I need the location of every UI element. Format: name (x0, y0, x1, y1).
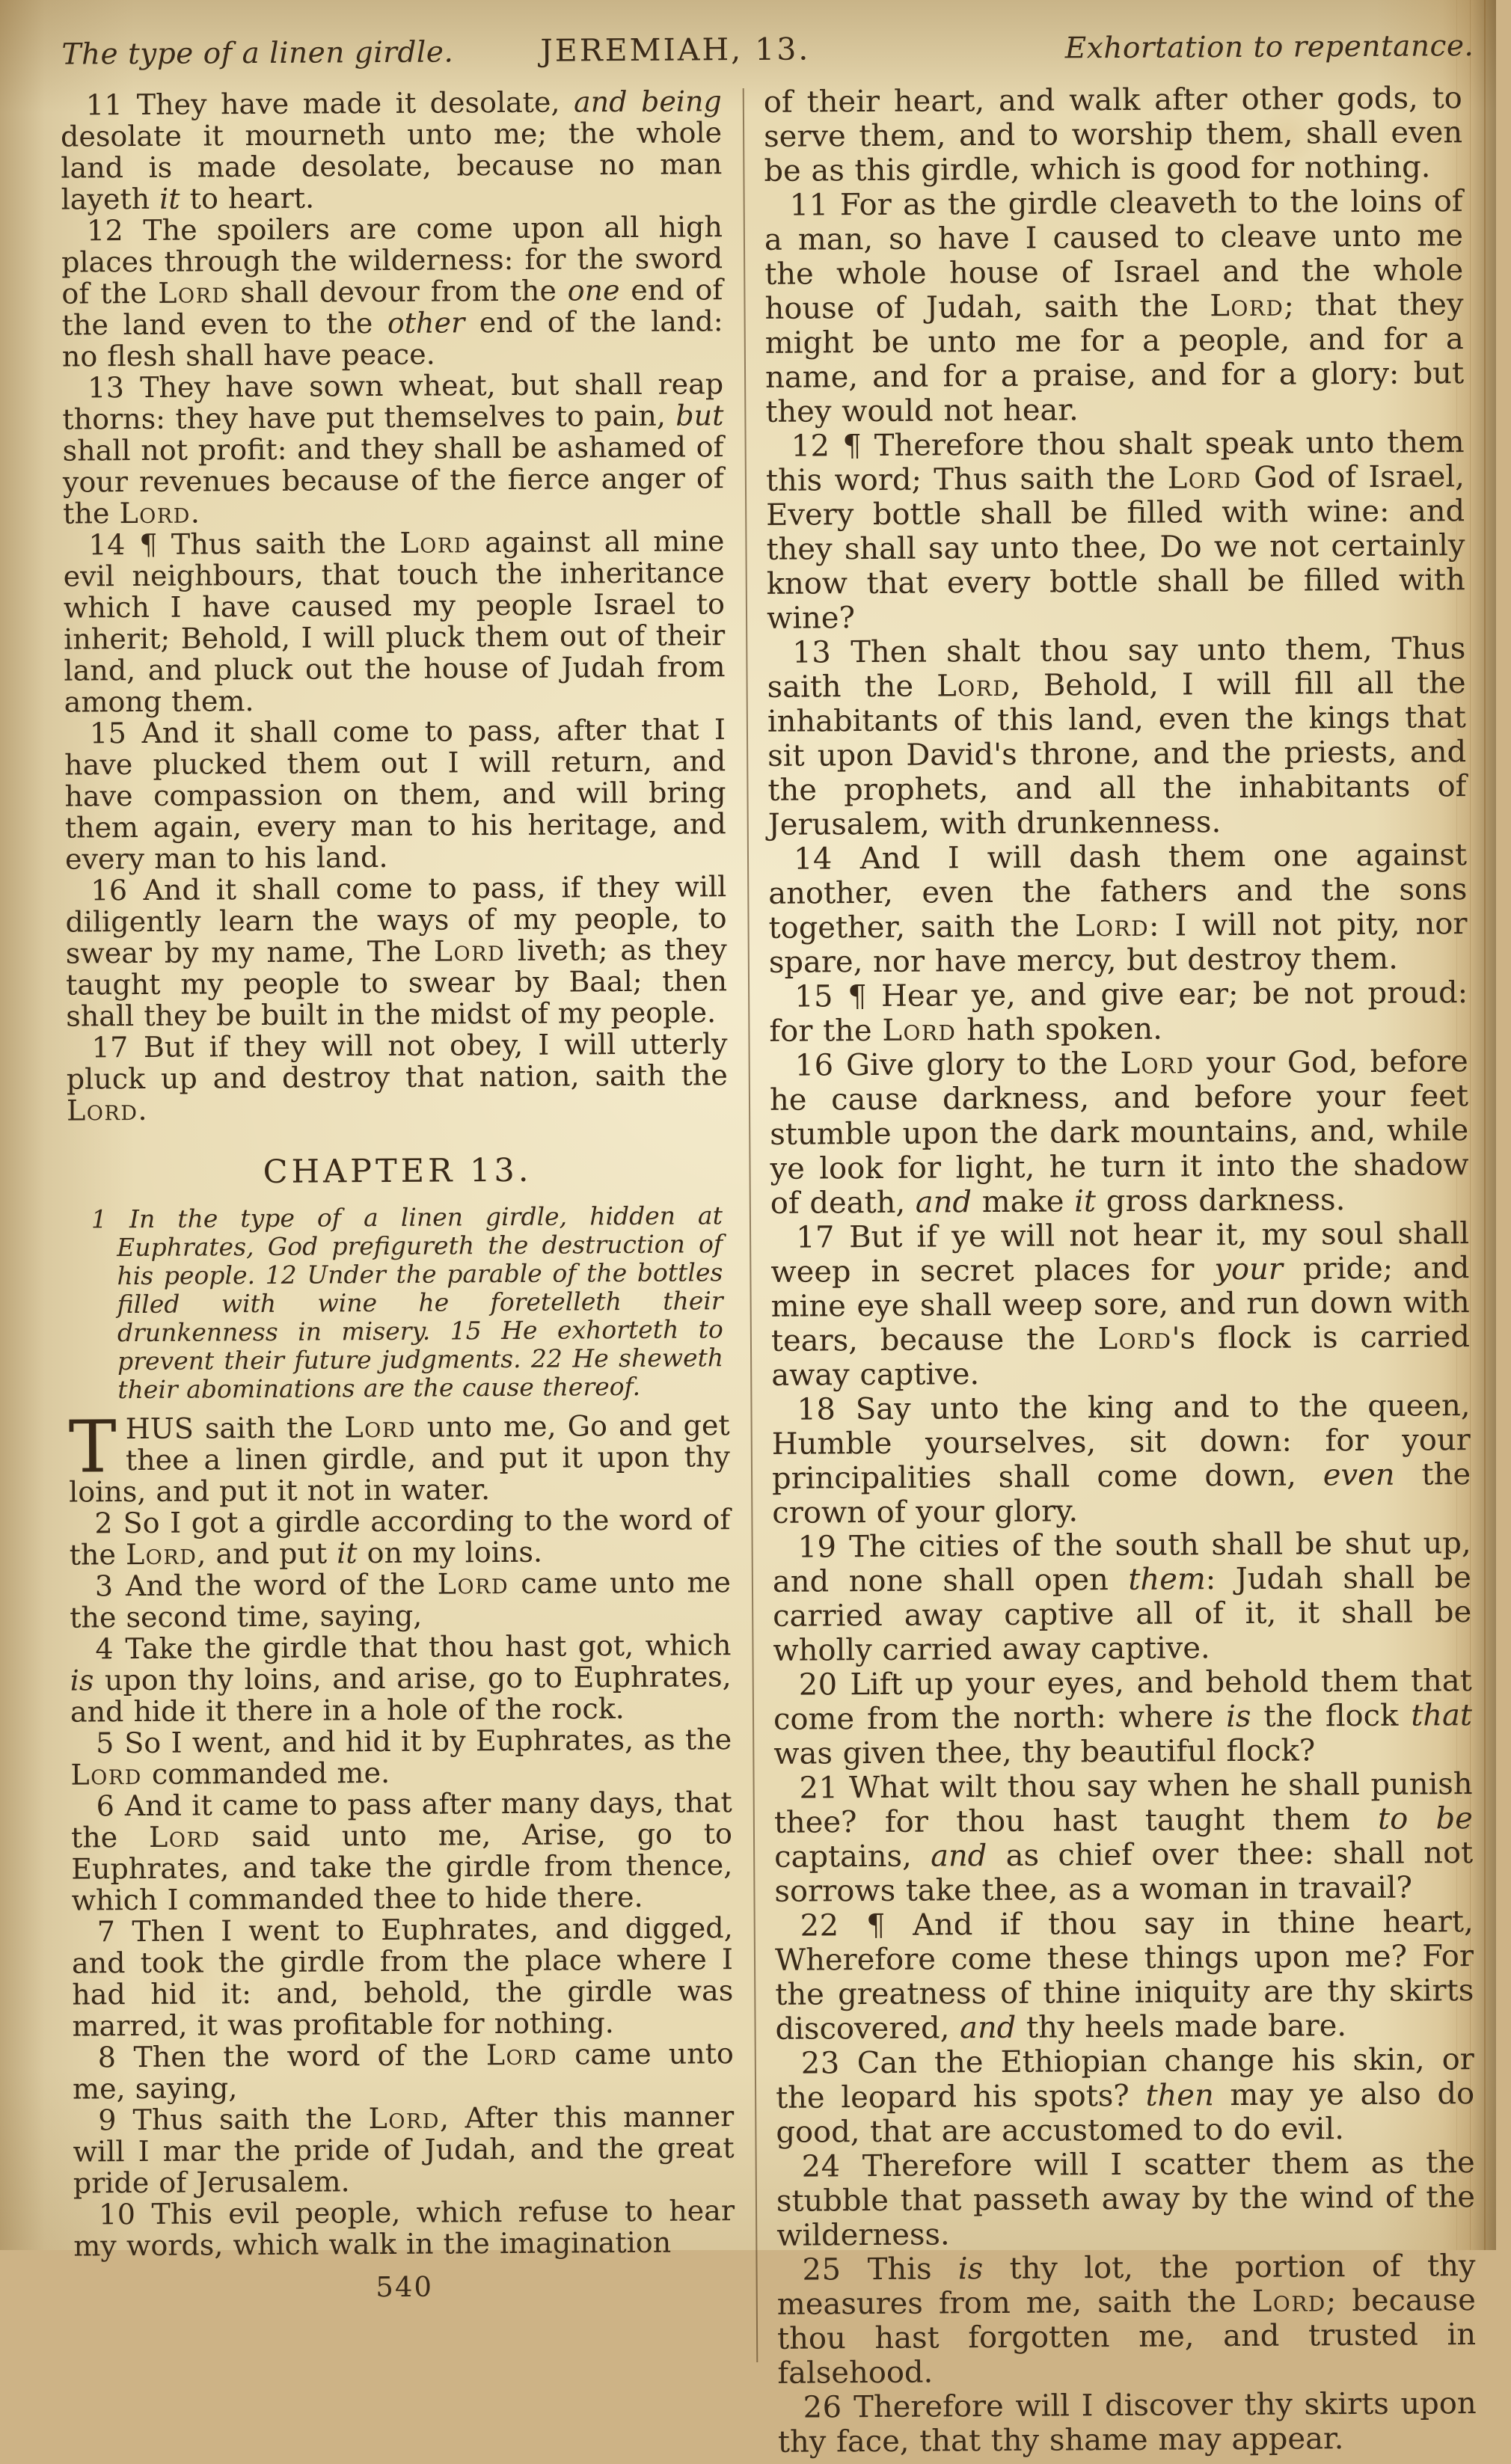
lord-smallcaps: Lord (1074, 908, 1150, 944)
verse-number: 14 (88, 528, 126, 562)
verse-number: 19 (797, 1530, 837, 1565)
drop-cap: T (68, 1405, 117, 1489)
verse-13-22: 22 ¶ And if thou say in thine heart, Wherefore come these things upon me? For the greatness of thine iniquity are thy skirts discovered, and thy heels made bare. (774, 1904, 1474, 2047)
lord-smallcaps: Lord (344, 1410, 416, 1444)
lord-smallcaps: Lord (66, 1094, 138, 1127)
verse-number: 12 (86, 214, 124, 248)
running-head-left: The type of a linen girdle. (61, 35, 454, 72)
verse-13-4: 4 Take the girdle that thou hast got, which is upon thy loins, and arise, go to Euphrates, and hide it there in a hole of the rock. (70, 1628, 732, 1729)
lord-smallcaps: Lord (125, 1537, 197, 1572)
verse-number: 21 (799, 1771, 839, 1806)
verse-number: 4 (95, 1632, 114, 1666)
lord-smallcaps: Lord (1097, 1321, 1172, 1357)
verse-13-26: 26 Therefore will I discover thy skirts upon thy face, that thy shame may appear. (777, 2386, 1477, 2460)
pilcrow-mark: ¶ (139, 527, 158, 561)
verse-13-7: 7 Then I went to Euphrates, and digged, and took the girdle from the place where I had hid it: and, behold, the girdle was marred, it was profitable for nothing. (71, 1911, 734, 2043)
verse-number: 20 (798, 1667, 838, 1703)
verse-number: 12 (791, 429, 830, 464)
verse-number: 11 (85, 88, 123, 122)
lord-smallcaps: Lord (1167, 460, 1242, 496)
verse-12-13: 13 They have sown wheat, but shall reap thorns: they have put themselves to pain, but shall not profit: and they shall be ashamed of your revenues because of the fierce anger of the Lord. (62, 367, 725, 530)
verse-12-15: 15 And it shall come to pass, after that I have plucked them out I will return, and have compassion on them, and will bring them again, every man to his heritage, and every man to his land. (64, 713, 726, 876)
verse-number: 8 (97, 2041, 117, 2074)
verse-12-12: 12 The spoilers are come upon all high places through the wilderness: for the sword of the Lord shall devour from the one end of the land even to the other end of the land: no flesh shall have peace. (61, 210, 723, 373)
verse-12-16: 16 And it shall come to pass, if they will diligently learn the ways of my people, to swear by my name, The Lord liveth; as they taught my people to swear by Baal; then shall they be built in the midst of my people. (65, 870, 728, 1033)
lord-smallcaps: Lord (433, 934, 506, 968)
verse-12-17: 17 But if they will not obey, I will utterly pluck up and destroy that nation, saith the Lord. (66, 1027, 728, 1127)
verse-number: 14 (793, 842, 833, 877)
verse-13-1: THUS saith the Lord unto me, Go and get thee a linen girdle, and put it upon thy loins, and put it not in water. (68, 1405, 731, 1509)
verse-number: 17 (91, 1031, 129, 1064)
verse-12-11: 11 They have made it desolate, and being desolate it mourneth unto me; the whole land is made desolate, because no man layeth it to heart. (60, 85, 723, 216)
verse-number: 18 (797, 1392, 836, 1427)
lord-smallcaps: Lord (368, 2101, 441, 2136)
verse-number: 13 (792, 635, 832, 670)
chapter-13-verses-right (764, 184, 1477, 2460)
verse-number: 26 (803, 2390, 842, 2425)
lord-smallcaps: Lord (119, 496, 191, 530)
verse-13-5: 5 So I went, and hid it by Euphrates, as the Lord commanded me. (70, 1723, 732, 1792)
verse-number: 15 (794, 979, 834, 1014)
verse-13-11: 11 For as the girdle cleaveth to the loins of a man, so have I caused to cleave unto me the whole house of Israel and the whole house of Judah, saith the Lord; that they might be unto me for a people, and for a name, and for a praise, and for a glory: but they would not hear. (764, 184, 1465, 429)
verse-13-17: 17 But if ye will not hear it, my soul shall weep in secret places for your pride; and mine eye shall weep sore, and run down with tears, because the Lord's flock is carried away captive. (770, 1216, 1471, 1393)
verse-number: 13 (88, 371, 125, 405)
verse-13-14: 14 And I will dash them one against another, even the fathers and the sons together, saith the Lord: I will not pity, nor spare, nor have mercy, but destroy them. (768, 838, 1468, 980)
verse-13-3: 3 And the word of the Lord came unto me the second time, saying, (70, 1566, 732, 1634)
verse-number: 23 (800, 2046, 840, 2081)
verse-number: 3 (94, 1569, 114, 1603)
verse-13-12: 12 ¶ Therefore thou shalt speak unto them this word; Thus saith the Lord God of Israel, Every bottle shall be filled with wine: and they shall say unto thee, Do we not certainly know that every bottle shall be filled with wine? (765, 425, 1465, 636)
verse-10-continuation: of their heart, and walk after other gods, to serve them, and to worship them, shall even be as this girdle, which is good for nothing. (763, 81, 1463, 189)
pilcrow-mark: ¶ (842, 429, 862, 464)
verse-number: 17 (795, 1220, 836, 1255)
verse-13-8: 8 Then the word of the Lord came unto me, saying, (72, 2037, 734, 2106)
chapter-heading: CHAPTER 13. (263, 1151, 533, 1191)
chapter-summary: 1 In the type of a linen girdle, hidden at Euphrates, God prefigureth the destruction of his people. 12 Under the parable of the bottles filled with wine he foretelleth their drunkenness in misery. 15 He exhorteth to prevent their future judgments. 22 He sheweth their abominations are the cause thereof. (91, 1201, 724, 1405)
verse-13-20: 20 Lift up your eyes, and behold them that come from the north: where is the flock that was given thee, thy beautiful flock? (773, 1664, 1473, 1771)
verse-number: 11 (789, 188, 829, 223)
verse-number: 9 (98, 2103, 117, 2137)
verse-13-15: 15 ¶ Hear ye, and give ear; be not proud: for the Lord hath spoken. (769, 975, 1468, 1049)
column-divider (743, 88, 758, 2362)
verse-13-25: 25 This is thy lot, the portion of thy measures from me, saith the Lord; because thou hast forgotten me, and trusted in falsehood. (776, 2249, 1477, 2391)
verse-13-10: 10 This evil people, which refuse to hear my words, which walk in the imagination (73, 2194, 735, 2263)
verse-number: 6 (96, 1789, 115, 1823)
running-head-right: Exhortation to repentance. (1064, 29, 1474, 66)
verse-13-13: 13 Then shalt thou say unto them, Thus saith the Lord, Behold, I will fill all the inhabitants of this land, even the kings that sit upon David's throne, and the priests, and the prophets, and all the inhabitants of Jerusalem, with drunkenness. (767, 631, 1467, 842)
pilcrow-mark: ¶ (866, 1907, 886, 1943)
verse-12-14: 14 ¶ Thus saith the Lord against all mine evil neighbours, that touch the inheritance which I have caused my people Israel to inherit; Behold, I will pluck them out of their land, and pluck out the house of Judah from among them. (63, 524, 726, 719)
lord-smallcaps: Lord (1210, 288, 1284, 324)
lord-smallcaps: Lord (1120, 1046, 1195, 1081)
text-columns (1, 81, 1511, 2464)
verse-number: 7 (96, 1915, 116, 1949)
lord-smallcaps: Lord (485, 2038, 558, 2072)
verse-number: 16 (91, 874, 128, 907)
chapter-13-verses-left (68, 1405, 735, 2263)
verse-13-21: 21 What wilt thou say when he shall punish thee? for thou hast taught them to be captains, and as chief over thee: shall not sorrows take thee, as a woman in travail? (773, 1767, 1474, 1909)
verse-number: 10 (98, 2198, 136, 2231)
verse-number: 15 (89, 717, 127, 750)
verse-13-18: 18 Say unto the king and to the queen, Humble yourselves, sit down: for your principalities shall come down, even the crown of your glory. (771, 1388, 1471, 1530)
verse-13-2: 2 So I got a girdle according to the word of the Lord, and put it on my loins. (69, 1503, 731, 1572)
verse-13-9: 9 Thus saith the Lord, After this manner will I mar the pride of Judah, and the great pride of Jerusalem. (73, 2100, 735, 2200)
verse-13-6: 6 And it came to pass after many days, that the Lord said unto me, Arise, go to Euphrates, and take the girdle from thence, which I commanded thee to hide there. (70, 1786, 733, 1917)
verse-number: 16 (794, 1048, 834, 1083)
verse-13-16: 16 Give glory to the Lord your God, before he cause darkness, and before your feet stumble upon the dark mountains, and, while ye look for light, he turn it into the shadow of death, and make it gross darkness. (769, 1044, 1469, 1221)
running-head-center: JEREMIAH, 13. (540, 31, 811, 69)
left-column (61, 85, 736, 2463)
lord-smallcaps: Lord (399, 526, 471, 560)
verse-13-19: 19 The cities of the south shall be shut up, and none shall open them: Judah shall be carried away captive all of it, it shall be wholly carried away captive. (772, 1526, 1472, 1668)
lord-smallcaps: Lord (437, 1566, 509, 1601)
verse-number: 2 (94, 1507, 114, 1540)
page-number: 540 (376, 2270, 434, 2304)
lord-smallcaps: Lord (148, 1820, 221, 1854)
verse-number: 24 (801, 2149, 841, 2184)
lord-smallcaps: Lord (70, 1757, 142, 1792)
verse-number: 25 (802, 2252, 842, 2287)
pilcrow-mark: ¶ (848, 979, 867, 1014)
right-column (764, 81, 1477, 2460)
lord-smallcaps: Lord (158, 276, 230, 310)
verse-13-24: 24 Therefore will I scatter them as the stubble that passeth away by the wind of the wilderness. (776, 2145, 1476, 2253)
verse-number: 22 (800, 1908, 839, 1943)
lord-smallcaps: Lord (882, 1013, 957, 1048)
lord-smallcaps: Lord (1251, 2284, 1326, 2319)
verse-number: 5 (96, 1726, 115, 1760)
chapter-12-verses (61, 85, 728, 1126)
running-heads (0, 27, 1496, 72)
lord-smallcaps: Lord (937, 668, 1011, 704)
verse-13-23: 23 Can the Ethiopian change his skin, or the leopard his spots? then may ye also do good, that are accustomed to do evil. (775, 2042, 1475, 2150)
